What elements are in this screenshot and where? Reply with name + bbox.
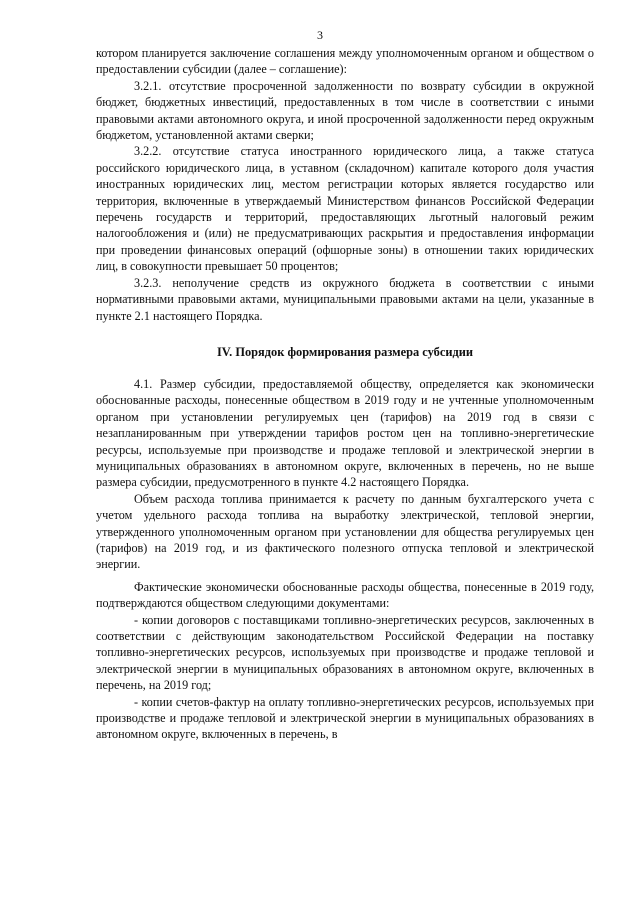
document-body [96,45,594,743]
list-item-invoices: - копии счетов-фактур на оплату топливно-энергетических ресурсов, используемых при производстве и продаже тепловой и электрической энергии в муниципальных образованиях в автономном округе, включенных в перечень, в [96,694,594,742]
paragraph-3-2-2: 3.2.2. отсутствие статуса иностранного юридического лица, а также статуса российского юридического лица, в уставном (складочном) капитале которого доля участия иностранных юридических лиц, местом регистрации которых является государство или территория, включенные в утверждаемый Министерством финансов Российской Федерации перечень государств и территорий, предоставляющих льготный налоговый режим налогообложения и (или) не предусматривающих раскрытия и предоставления информации при проведении финансовых операций (офшорные зоны) в отношении таких юридических лиц, в совокупности превышает 50 процентов; [96,144,594,274]
list-item-contracts: - копии договоров с поставщиками топливно-энергетических ресурсов, заключенных в соответствии с действующим законодательством Российской Федерации на поставку топливно-энергетических ресурсов, используемых при производстве и продаже тепловой и электрической энергии в муниципальных образованиях в автономном округе, включенных в перечень, на 2019 год; [96,612,594,693]
paragraph-3-2-1: 3.2.1. отсутствие просроченной задолженности по возврату субсидии в окружной бюджет, бюджетных инвестиций, предоставленных в том числе в соответствии с иными правовыми актами автономного округа, и иной просроченной задолженности перед окружным бюджетом, установленной актами сверки; [96,78,594,143]
page-number: 3 [317,28,323,42]
paragraph-4-1: 4.1. Размер субсидии, предоставляемой обществу, определяется как экономически обоснованные расходы, понесенные обществом в 2019 году и не учтенные уполномоченным органом при установлении регулируемых цен (тарифов) на 2019 год в связи с незапланированным при утверждении тарифов ростом цен на топливно-энергетические ресурсы, используемые при производстве и продаже тепловой и электрической энергии в муниципальных образованиях в автономном округе, включенных в перечень, но не выше размера субсидии, предусмотренного в пункте 4.2 настоящего Порядка. [96,376,594,490]
section-heading: IV. Порядок формирования размера субсидии [216,344,474,359]
paragraph-3-2-3: 3.2.3. неполучение средств из окружного бюджета в соответствии с иными нормативными правовыми актами, муниципальными правовыми актами на цели, указанные в пункте 2.1 настоящего Порядка. [96,275,594,323]
paragraph-actual-expenses: Фактические экономически обоснованные расходы общества, понесенные в 2019 году, подтверждаются обществом следующими документами: [96,579,594,611]
paragraph-fuel-volume: Объем расхода топлива принимается к расчету по данным бухгалтерского учета с учетом удельного расхода топлива на выработку электрической, тепловой энергии, утвержденного уполномоченным органом при установлении для общества регулируемых цен (тарифов) на 2019 год, и из фактического полезного отпуска тепловой и электрической энергии. [96,491,594,572]
paragraph-continuation: котором планируется заключение соглашения между уполномоченным органом и обществом о предоставлении субсидии (далее – соглашение): [96,46,594,77]
